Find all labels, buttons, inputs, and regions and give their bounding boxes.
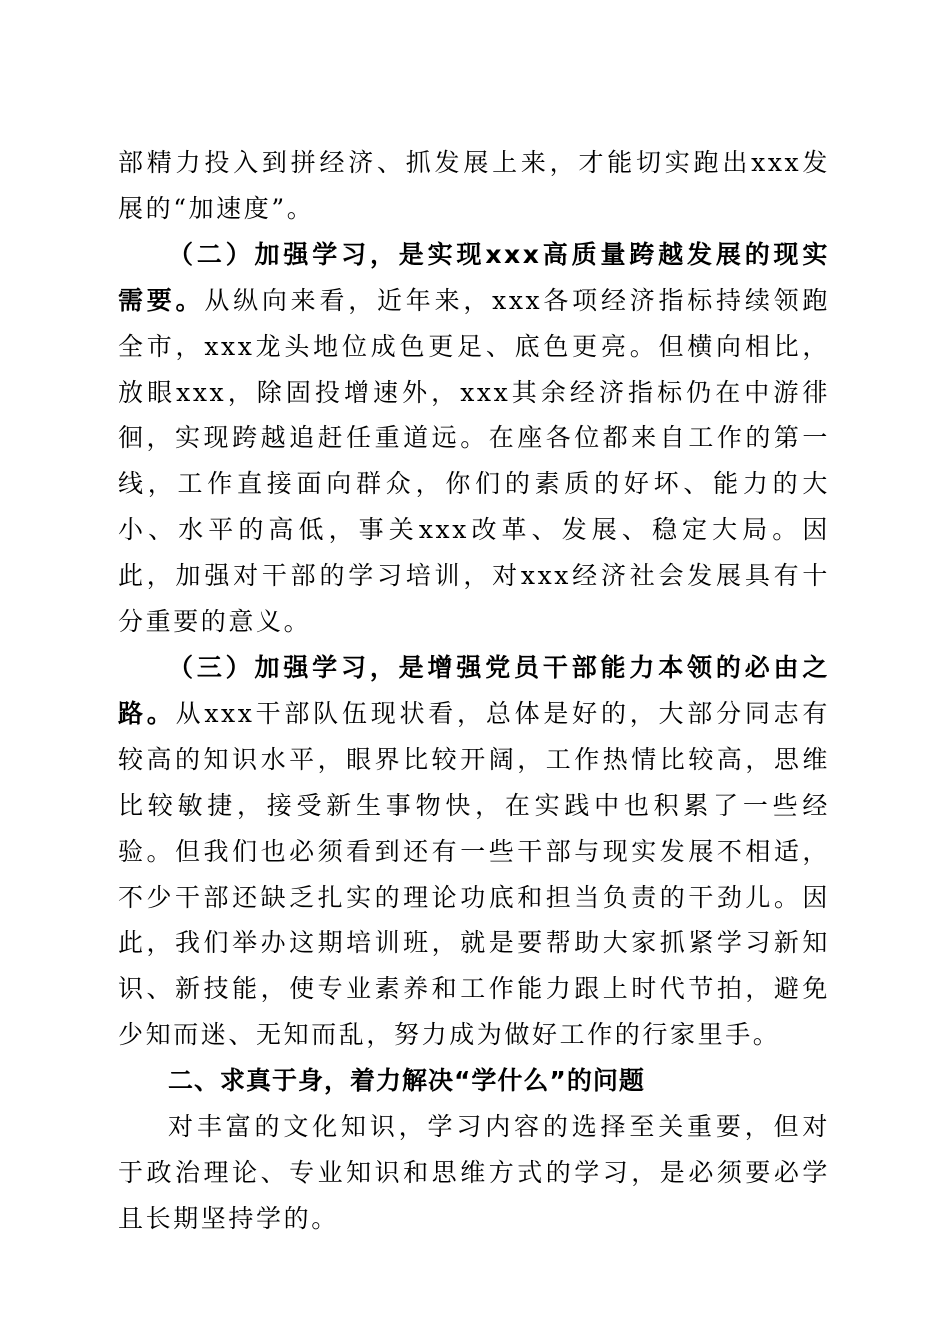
paragraph-text: 对丰富的文化知识，学习内容的选择至关重要，但对于政治理论、专业知识和思维方式的学习，是必须要必学且长期坚持学的。 (118, 1112, 830, 1233)
heading-text: 二、求真于身，着力解决“学什么”的问题 (168, 1066, 645, 1096)
section-3-lead: （三）加强学习，是增强党员干部能力本领的必由之路。 (118, 652, 830, 728)
section-3-body: 从xxx干部队伍现状看，总体是好的，大部分同志有较高的知识水平，眼界比较开阔，工作热情比较高，思维比较敏捷，接受新生事物快，在实践中也积累了一些经验。但我们也必须看到还有一些干部与现实发展不相适，不少干部还缺乏扎实的理论功底和担当负责的干劲儿。因此，我们举办这期培训班，就是要帮助大家抓紧学习新知识、新技能，使专业素养和工作能力跟上时代节拍，避免少知而迷、无知而乱，努力成为做好工作的行家里手。 (118, 698, 830, 1050)
paragraph-continuation (118, 140, 830, 232)
document-page (118, 140, 830, 1242)
section-2-lead: （二）加强学习，是实现xxx高质量跨越发展的现实需要。 (118, 239, 830, 315)
paragraph-part-2-intro (118, 1104, 830, 1242)
paragraph-text: 部精力投入到拼经济、抓发展上来，才能切实跑出xxx发展的“加速度”。 (118, 148, 830, 223)
heading-part-2 (118, 1058, 830, 1104)
section-2-body: 从纵向来看，近年来，xxx各项经济指标持续领跑全市，xxx龙头地位成色更足、底色更亮。但横向相比，放眼xxx，除固投增速外，xxx其余经济指标仍在中游徘徊，实现跨越追赶任重道远。在座各位都来自工作的第一线，工作直接面向群众，你们的素质的好坏、能力的大小、水平的高低，事关xxx改革、发展、稳定大局。因此，加强对干部的学习培训，对xxx经济社会发展具有十分重要的意义。 (118, 285, 830, 637)
paragraph-section-3 (118, 645, 830, 1058)
paragraph-section-2 (118, 232, 830, 645)
